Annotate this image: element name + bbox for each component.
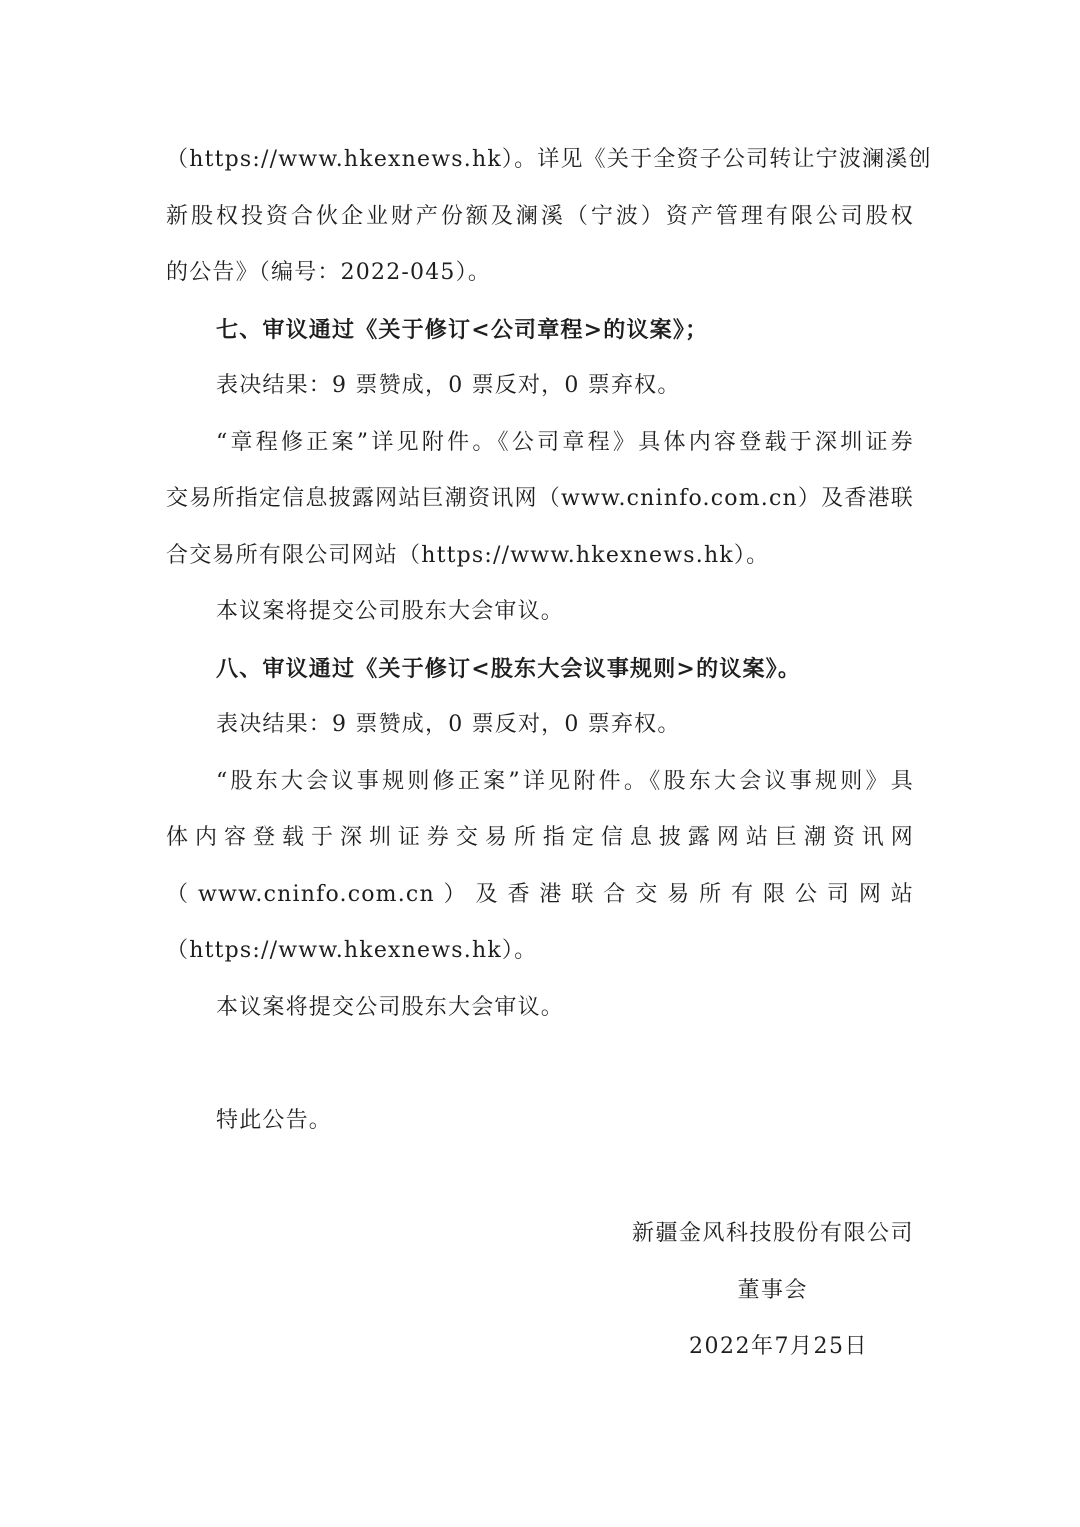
- paragraph-line: 交易所指定信息披露网站巨潮资讯网（www.cninfo.com.cn）及香港联: [166, 486, 914, 511]
- paragraph-line: （https://www.hkexnews.hk）。详见《关于全资子公司转让宁波澜溪创: [166, 147, 932, 172]
- paragraph-line: 体内容登载于深圳证券交易所指定信息披露网站巨潮资讯网: [166, 825, 914, 850]
- item-8-vote-result: 表决结果：9 票赞成，0 票反对，0 票弃权。: [216, 712, 681, 737]
- paragraph-line: 合交易所有限公司网站（https://www.hkexnews.hk）。: [166, 543, 770, 568]
- paragraph-line: （www.cninfo.com.cn）及香港联合交易所有限公司网站: [166, 882, 914, 907]
- paragraph-line: “章程修正案”详见附件。《公司章程》具体内容登载于深圳证券: [216, 430, 914, 455]
- signature-date: 2022年7月25日: [689, 1334, 868, 1359]
- signature-board: 董事会: [737, 1278, 808, 1303]
- item-8-heading: 八、审议通过《关于修订<股东大会议事规则>的议案》。: [216, 656, 802, 682]
- paragraph-line: 的公告》（编号：2022-045）。: [166, 260, 492, 285]
- closing-statement: 特此公告。: [216, 1108, 333, 1133]
- paragraph-line: （https://www.hkexnews.hk）。: [166, 938, 538, 963]
- item-7-vote-result: 表决结果：9 票赞成，0 票反对，0 票弃权。: [216, 373, 681, 398]
- paragraph-line: 新股权投资合伙企业财产份额及澜溪（宁波）资产管理有限公司股权: [166, 204, 914, 229]
- item-7-heading: 七、审议通过《关于修订<公司章程>的议案》；: [216, 317, 709, 343]
- paragraph-line: “股东大会议事规则修正案”详见附件。《股东大会议事规则》具: [216, 769, 914, 794]
- item-7-submit-note: 本议案将提交公司股东大会审议。: [216, 599, 565, 624]
- item-8-submit-note: 本议案将提交公司股东大会审议。: [216, 995, 565, 1020]
- signature-company: 新疆金风科技股份有限公司: [631, 1221, 914, 1246]
